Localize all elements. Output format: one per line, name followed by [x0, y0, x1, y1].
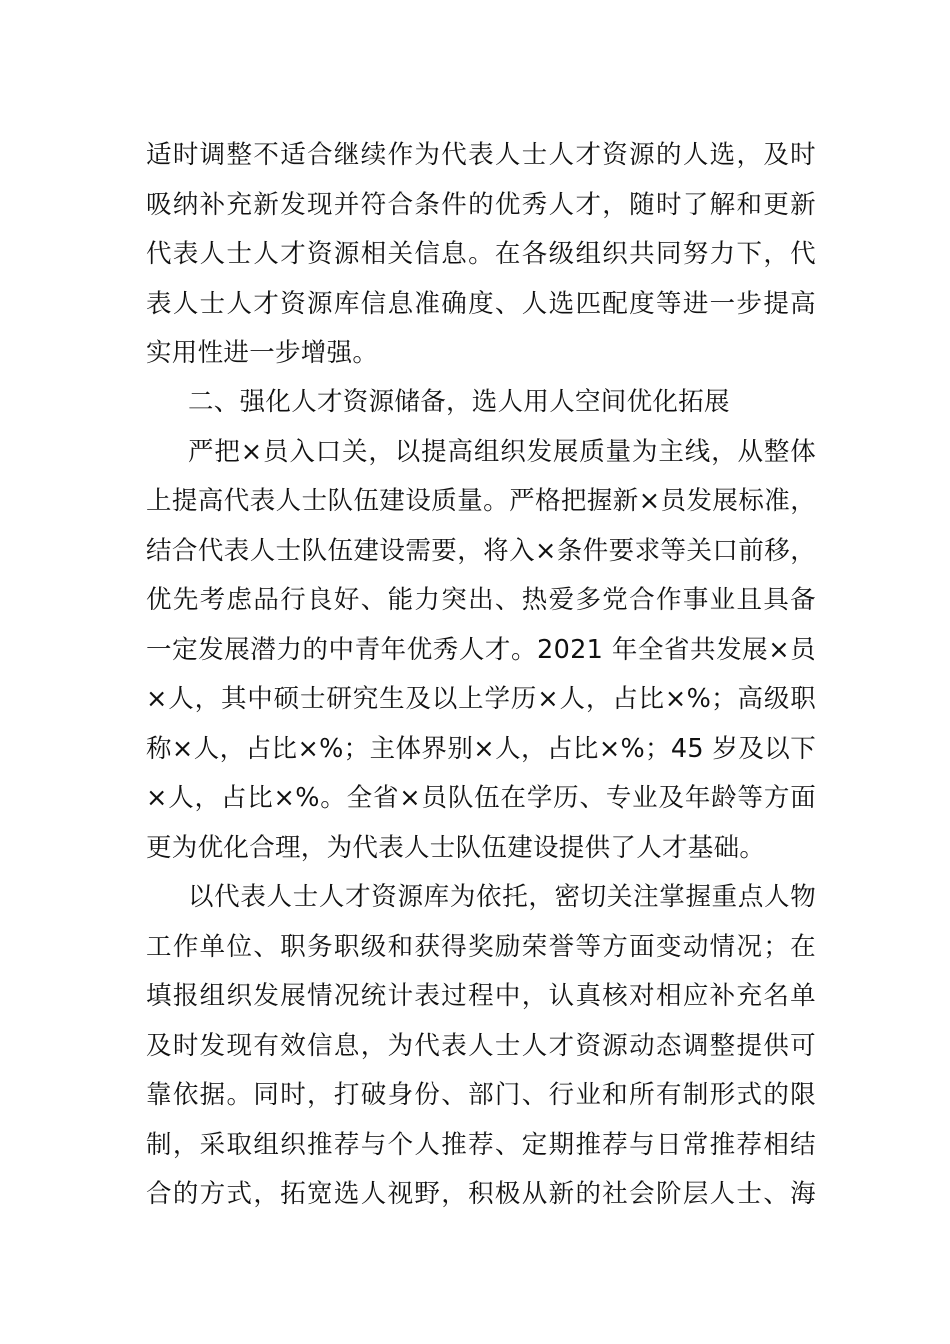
paragraph-line: 严把×员入口关，以提高组织发展质量为主线，从整体	[188, 437, 816, 467]
paragraph-line: 称×人，占比×%；主体界别×人，占比×%；45 岁及以下	[146, 734, 816, 764]
paragraph-line: 表人士人才资源库信息准确度、人选匹配度等进一步提高	[146, 289, 816, 319]
paragraph-line: 靠依据。同时，打破身份、部门、行业和所有制形式的限	[146, 1080, 816, 1110]
section-heading: 二、强化人才资源储备，选人用人空间优化拓展	[188, 387, 730, 417]
paragraph-line: 制，采取组织推荐与个人推荐、定期推荐与日常推荐相结	[146, 1130, 816, 1160]
paragraph-line: 上提高代表人士队伍建设质量。严格把握新×员发展标准，	[146, 486, 816, 516]
paragraph-line: 实用性进一步增强。	[146, 338, 379, 368]
paragraph-line: 优先考虑品行良好、能力突出、热爱多党合作事业且具备	[146, 585, 816, 615]
paragraph-line: 适时调整不适合继续作为代表人士人才资源的人选，及时	[146, 140, 816, 170]
paragraph-line: 合的方式，拓宽选人视野，积极从新的社会阶层人士、海	[146, 1179, 816, 1209]
paragraph-line: 更为优化合理，为代表人士队伍建设提供了人才基础。	[146, 833, 766, 863]
paragraph-line: 及时发现有效信息，为代表人士人才资源动态调整提供可	[146, 1031, 816, 1061]
paragraph-line: 填报组织发展情况统计表过程中，认真核对相应补充名单	[146, 981, 816, 1011]
paragraph-line: 以代表人士人才资源库为依托，密切关注掌握重点人物	[188, 882, 816, 912]
paragraph-line: 工作单位、职务职级和获得奖励荣誉等方面变动情况；在	[146, 932, 816, 962]
paragraph-line: 一定发展潜力的中青年优秀人才。2021 年全省共发展×员	[146, 635, 816, 665]
paragraph-line: 吸纳补充新发现并符合条件的优秀人才，随时了解和更新	[146, 190, 816, 220]
paragraph-line: 结合代表人士队伍建设需要，将入×条件要求等关口前移，	[146, 536, 816, 566]
paragraph-line: 代表人士人才资源相关信息。在各级组织共同努力下，代	[146, 239, 816, 269]
paragraph-line: ×人，占比×%。全省×员队伍在学历、专业及年龄等方面	[146, 783, 816, 813]
paragraph-line: ×人，其中硕士研究生及以上学历×人，占比×%；高级职	[146, 684, 816, 714]
